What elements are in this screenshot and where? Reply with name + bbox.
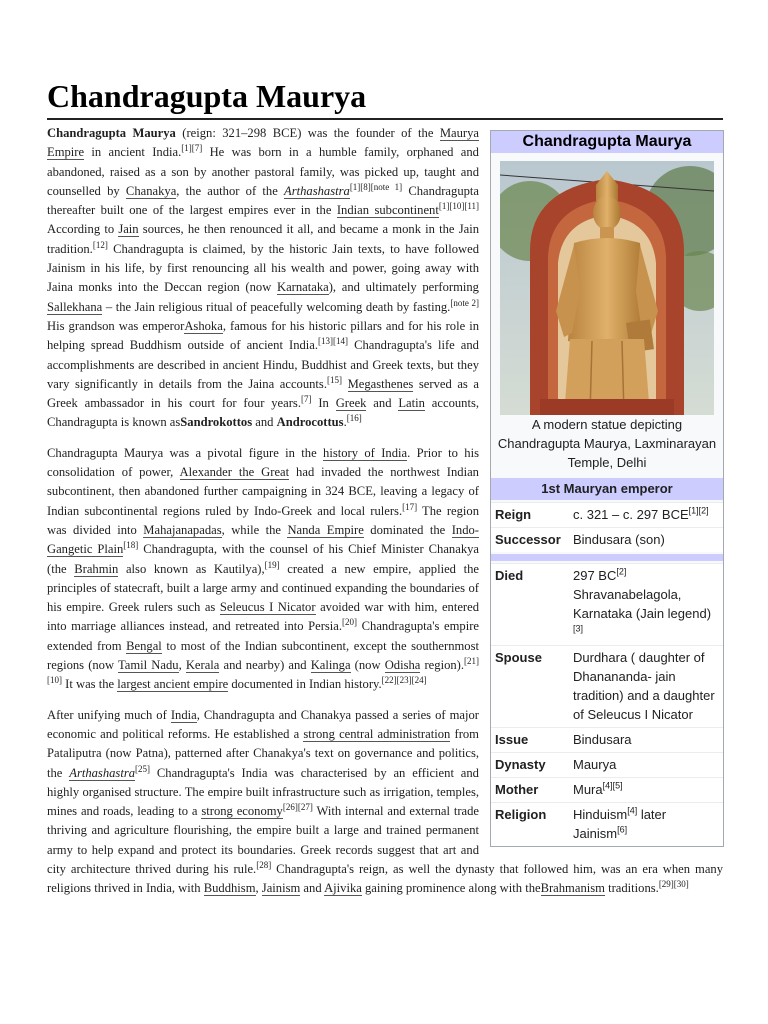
link-nanda-empire[interactable]: Nanda Empire — [287, 522, 364, 537]
link-mahajanapadas[interactable]: Mahajanapadas — [143, 522, 222, 537]
citation[interactable]: [21][10] — [47, 655, 480, 686]
link-maurya-empire[interactable]: Maurya Empire — [47, 126, 479, 160]
citation[interactable]: [7] — [300, 393, 312, 404]
link-latin[interactable]: Latin — [398, 396, 425, 411]
citation[interactable]: [6] — [617, 824, 628, 835]
infobox-value: Durdhara ( daughter of Dhanananda- jain tradition) and a daughter of Seleucus I Nicator — [573, 650, 715, 722]
citation[interactable]: [12] — [92, 239, 108, 250]
citation[interactable]: [15] — [326, 374, 342, 385]
infobox-label: Mother — [495, 782, 539, 797]
link-history-of-india[interactable]: history of India — [323, 445, 408, 460]
page-title: Chandragupta Maurya — [47, 76, 723, 120]
citation[interactable]: [26][27] — [282, 801, 313, 812]
infobox-title: Chandragupta Maurya — [491, 131, 723, 153]
citation[interactable]: [1][2] — [688, 505, 709, 516]
citation[interactable]: [4][5] — [602, 780, 623, 791]
citation[interactable]: [20] — [342, 617, 358, 628]
infobox-value[interactable]: Bindusara (son) — [573, 532, 665, 547]
infobox-label: Reign — [495, 507, 532, 522]
image-caption: A modern statue depicting Chandragupta Maurya, Laxminarayan Temple, Delhi — [497, 417, 717, 470]
citation[interactable]: [22][23][24] — [381, 675, 427, 686]
citation[interactable]: [1][7] — [181, 143, 203, 154]
link-odisha[interactable]: Odisha — [384, 658, 421, 673]
link-karnataka[interactable]: Karnataka — [276, 280, 329, 295]
infobox-value: Mura[4][5] — [573, 780, 623, 797]
link-arthashastra[interactable]: Arthashastra — [284, 183, 350, 198]
citation[interactable]: [18] — [123, 540, 139, 551]
link-seleucus-i-nicator[interactable]: Seleucus I Nicator — [219, 600, 316, 615]
link-brahmanism[interactable]: Brahmanism — [540, 881, 605, 896]
infobox-label: Spouse — [495, 650, 542, 665]
link-indo-gangetic-plain[interactable]: Indo-Gangetic Plain — [47, 522, 479, 557]
infobox-section-header: 1st Mauryan emperor — [491, 478, 723, 500]
citation[interactable]: [1][8][note 1] — [349, 181, 403, 192]
link-megasthenes[interactable]: Megasthenes — [347, 376, 414, 391]
link-strong-central-administration[interactable]: strong central administration — [303, 726, 451, 741]
link-alexander-the-great[interactable]: Alexander the Great — [179, 465, 290, 480]
infobox-value: c. 321 – c. 297 BCE[1][2] — [573, 505, 709, 522]
infobox-label: Dynasty — [495, 757, 546, 772]
link-jainism[interactable]: Jainism — [261, 881, 301, 896]
link-greek[interactable]: Greek — [335, 396, 367, 411]
link-chanakya[interactable]: Chanakya — [125, 183, 177, 198]
link-strong-economy[interactable]: strong economy — [201, 804, 283, 819]
history-paragraph: Chandragupta Maurya was a pivotal figure in the history of India. Prior to his consolidation of power, Alexander the Great had invaded the northwest Indian subcontinent, then abandoned further campaigning in 324 BCE, leaving a legacy of Indian subcontinental regions ruled by Indo-Greek and local rulers.[17] The region was divided into Mahajanapadas, while the Nanda Empire dominated the Indo-Gangetic Plain[18] Chandragupta, with the counsel of his Chief Minister Chanakya (the Brahmin also known as Kautilya),[19] created a new empire, applied the principles of statecraft, built a large army and continued expanding the boundaries of his empire. Greek rulers such as Seleucus I Nicator avoided war with him, entered into marriage alliances instead, and retreated into Persia.[20] Chandragupta's empire extended from Bengal to most of the Indian subcontinent, except the southernmost regions (now Tamil Nadu, Kerala and nearby) and Kalinga (now Odisha region).[21][10] It was the largest ancient empire documented in Indian history.[22][23][24] — [47, 445, 480, 692]
citation[interactable]: [13][14] — [318, 336, 349, 347]
infobox-value: Hinduism[4] later Jainism[6] — [573, 805, 667, 841]
link-brahmin[interactable]: Brahmin — [74, 561, 119, 576]
link-bengal[interactable]: Bengal — [126, 638, 162, 653]
citation[interactable]: [1][10][11] — [438, 201, 479, 211]
infobox-value: 297 BC[2] Shravanabelagola, Karnataka (Jain legend)[3] — [573, 566, 712, 634]
infobox-label: Religion — [495, 807, 547, 822]
citation[interactable]: [note 2] — [450, 297, 479, 308]
infobox-label: Successor — [495, 532, 561, 547]
link-kalinga[interactable]: Kalinga — [310, 658, 351, 673]
link-largest-ancient-empire[interactable]: largest ancient empire — [117, 677, 229, 692]
citation[interactable]: [29][30] — [658, 879, 689, 890]
infobox-label: Died — [495, 568, 524, 583]
link-ashoka[interactable]: Ashoka — [184, 318, 223, 333]
citation[interactable]: [2] — [616, 566, 627, 577]
link-sallekhana[interactable]: Sallekhana — [47, 299, 103, 314]
citation[interactable]: [25] — [135, 763, 151, 774]
link-tamil-nadu[interactable]: Tamil Nadu — [117, 658, 179, 673]
citation[interactable]: [28] — [256, 859, 272, 870]
infobox-float-space — [479, 124, 723, 842]
infobox-value[interactable]: Maurya — [573, 757, 617, 772]
citation[interactable]: [3] — [573, 623, 584, 634]
link-jain[interactable]: Jain — [118, 222, 139, 237]
article-body — [47, 124, 723, 910]
infobox-value[interactable]: Bindusara — [573, 732, 632, 747]
link-ajivika[interactable]: Ajivika — [324, 881, 362, 896]
link-buddhism[interactable]: Buddhism — [203, 881, 256, 896]
citation[interactable]: [17] — [402, 501, 418, 512]
link-kerala[interactable]: Kerala — [185, 658, 220, 673]
link-india[interactable]: India — [170, 707, 197, 722]
link-indian-subcontinent[interactable]: Indian subcontinent — [336, 203, 439, 218]
citation[interactable]: [4] — [627, 805, 638, 816]
citation[interactable]: [16] — [346, 413, 362, 424]
intro-paragraph: Chandragupta Maurya (reign: 321–298 BCE) was the founder of the Maurya Empire in ancient India.[1][7] He was born in a humble family, orphaned and abandoned, raised as a son by another pastoral family, was picked up, taught and counselled by Chanakya, the author of the Arthashastra[1][8][note 1] Chandragupta thereafter built one of the largest empires ever in the Indian subcontinent[1][10][11] According to Jain sources, he then renounced it all, and became a monk in the Jain tradition.[12] Chandragupta is claimed, by the historic Jain texts, to have followed Jainism in his life, by first renouncing all his wealth and power, going away with Jaina monks into the Deccan region (now Karnataka), and ultimately performing Sallekhana – the Jain religious ritual of peacefully welcoming death by fasting.[note 2] His grandson was emperorAshoka, famous for his historic pillars and for his role in helping spread Buddhism outside of ancient India.[13][14] Chandragupta's life and accomplishments are described in ancient Hindu, Buddhist and Greek texts, but they vary significantly in details from the Jaina accounts.[15] Megasthenes served as a Greek ambassador in his court for four years.[7] In Greek and Latin accounts, Chandragupta is known asSandrokottos and Androcottus.[16] — [47, 126, 480, 430]
link-arthashastra[interactable]: Arthashastra — [69, 765, 136, 780]
citation[interactable]: [19] — [264, 559, 280, 570]
reforms-paragraph: After unifying much of India, Chandragupta and Chanakya passed a series of major economic and political reforms. He established a strong central administration from Pataliputra (now Patna), patterned after Chanakya's text on governance and politics, the Arthashastra[25] Chandragupta's India was characterised by an efficient and highly organised structure. The empire built infrastructure such as irrigation, temples, mines and roads, leading to a strong economy[26][27] With internal and external trade thriving and agriculture flourishing, the empire built a large and trained permanent army to help expand and protect its boundaries. Greek records suggest that art and city architecture thrived during his rule.[28] Chandragupta's reign, as well the dynasty that followed him, was an era when many religions thrived in India, with Buddhism, Jainism and Ajivika gaining prominence along with theBrahmanism traditions.[29][30] — [47, 707, 724, 896]
infobox-label: Issue — [495, 732, 529, 747]
